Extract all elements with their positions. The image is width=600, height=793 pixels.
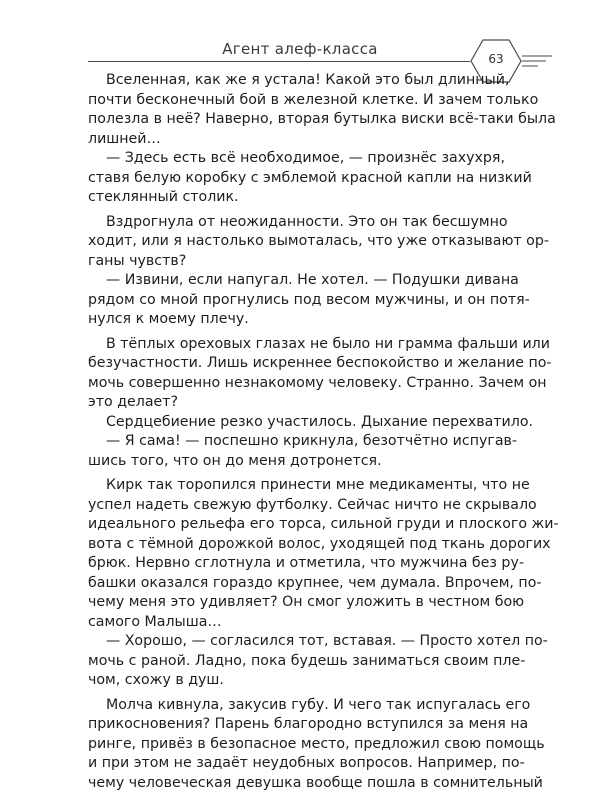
text-line: — Я сама! — поспешно крикнула, безотчётно испугав-	[88, 432, 514, 452]
text-line: В тёплых ореховых глазах не было ни грамма фальши или	[88, 335, 514, 355]
text-line: и при этом не задаёт неудобных вопросов. Например, по-	[88, 754, 514, 774]
text-line: безучастности. Лишь искреннее беспокойство и желание по-	[88, 354, 514, 374]
text-line: Кирк так торопился принести мне медикаменты, что не	[88, 476, 514, 496]
header-rule	[88, 61, 470, 62]
text-line: — Извини, если напугал. Не хотел. — Подушки дивана	[88, 271, 514, 291]
text-line: лишней…	[88, 130, 514, 150]
text-line: мочь совершенно незнакомому человеку. Странно. Зачем он	[88, 374, 514, 394]
text-line: башки оказался гораздо крупнее, чем думала. Впрочем, по-	[88, 574, 514, 594]
body-text	[88, 71, 514, 793]
text-line: полезла в неё? Наверно, вторая бутылка виски всё-таки была	[88, 110, 514, 130]
text-line: Вздрогнула от неожиданности. Это он так бесшумно	[88, 213, 514, 233]
text-line: шись того, что он до меня дотронется.	[88, 452, 514, 472]
text-line: мочь с раной. Ладно, пока будешь заниматься своим пле-	[88, 652, 514, 672]
text-line: — Здесь есть всё необходимое, — произнёс захухря,	[88, 149, 514, 169]
text-line: стеклянный столик.	[88, 188, 514, 208]
text-line: самого Малыша…	[88, 613, 514, 633]
text-line: чему меня это удивляет? Он смог уложить в честном бою	[88, 593, 514, 613]
text-line: ринге, привёз в безопасное место, предложил свою помощь	[88, 735, 514, 755]
text-line: идеального рельефа его торса, сильной груди и плоского жи-	[88, 515, 514, 535]
text-line: ганы чувств?	[88, 252, 514, 272]
text-line: Молча кивнула, закусив губу. И чего так испугалась его	[88, 696, 514, 716]
page-number: 63	[470, 52, 522, 66]
text-line: чему человеческая девушка вообще пошла в сомнительный	[88, 774, 514, 793]
text-line: — Хорошо, — согласился тот, вставая. — Просто хотел по-	[88, 632, 514, 652]
decorative-lines-icon	[522, 48, 554, 72]
text-line: рядом со мной прогнулись под весом мужчины, и он потя-	[88, 291, 514, 311]
text-line: вота с тёмной дорожкой волос, уходящей под ткань дорогих	[88, 535, 514, 555]
text-line: нулся к моему плечу.	[88, 310, 514, 330]
text-line: это делает?	[88, 393, 514, 413]
running-title: Агент алеф-класса	[180, 40, 420, 58]
text-line: почти бесконечный бой в железной клетке. И зачем только	[88, 91, 514, 111]
text-line: Вселенная, как же я устала! Какой это был длинный,	[88, 71, 514, 91]
text-line: ходит, или я настолько вымоталась, что уже отказывают ор-	[88, 232, 514, 252]
text-line: брюк. Нервно сглотнула и отметила, что мужчина без ру-	[88, 554, 514, 574]
text-line: Сердцебиение резко участилось. Дыхание перехватило.	[88, 413, 514, 433]
text-line: успел надеть свежую футболку. Сейчас ничто не скрывало	[88, 496, 514, 516]
text-line: ставя белую коробку с эмблемой красной капли на низкий	[88, 169, 514, 189]
text-line: чом, схожу в душ.	[88, 671, 514, 691]
text-line: прикосновения? Парень благородно вступился за меня на	[88, 715, 514, 735]
